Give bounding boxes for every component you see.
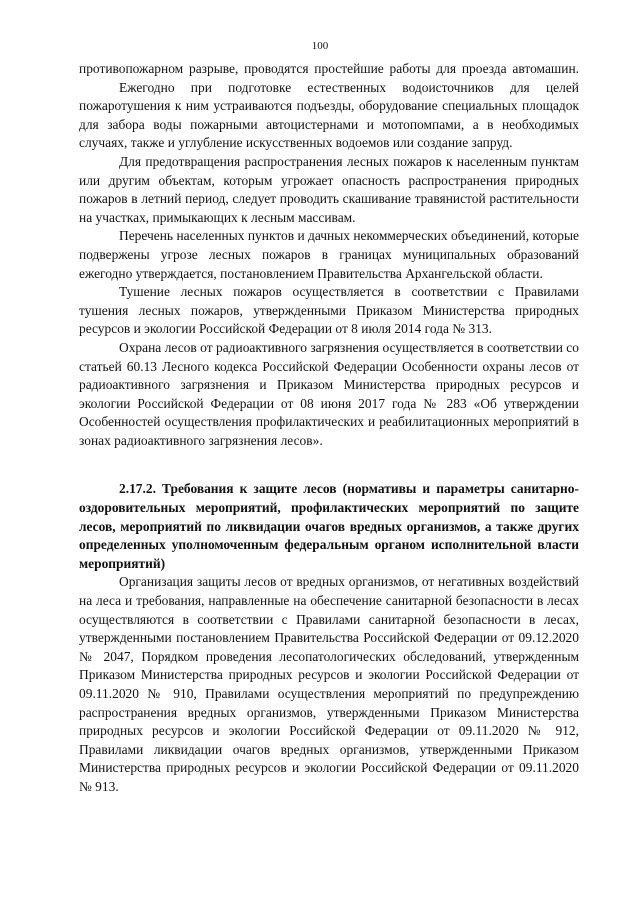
paragraph-water-sources: Ежегодно при подготовке естественных водоисточников для целей пожаротушения к ним устраиваются подъезды, оборудование специальных площадок для забора воды пожарными автоцистернами и мотопомпами, а в необходимых случаях, также и углубление искусственных водоемов или создание запруд. <box>79 79 579 151</box>
paragraph-radioactive-protection: Охрана лесов от радиоактивного загрязнения осуществляется в соответствии со статьей 60.13 Лесного кодекса Российской Федерации Особенности охраны лесов от радиоактивного загрязнения и Приказом Министерства природных ресурсов и экологии Российской Федерации от 08 июня 2017 года № 283 «Об утверждении Особенностей осуществления профилактических и реабилитационных мероприятий в зонах радиоактивного загрязнения лесов». <box>79 339 579 448</box>
paragraph-continuation: противопожарном разрыве, проводятся простейшие работы для проезда автомашин. <box>79 61 579 76</box>
paragraph-fire-prevention: Для предотвращения распространения лесных пожаров к населенным пунктам или другим объектам, которым угрожает опасность распространения природных пожаров в летний период, следует проводить скашивание травянистой растительности на участках, примыкающих к лесным массивам. <box>79 153 579 225</box>
page-number: 100 <box>311 40 329 52</box>
section-heading: 2.17.2. Требования к защите лесов (нормативы и параметры санитарно-оздоровительных мероприятий, профилактических мероприятий по защите лесов, мероприятий по ликвидации очагов вредных организмов, а также других определенных уполномоченным федеральным органом исполнительной власти мероприятий) <box>79 481 579 571</box>
document-body <box>79 60 579 797</box>
paragraph-settlement-list: Перечень населенных пунктов и дачных некоммерческих объединений, которые подвержены угрозе лесных пожаров в границах муниципальных образований ежегодно утверждается, постановлением Правительства Архангельской области. <box>79 228 579 281</box>
paragraph-firefighting-rules: Тушение лесных пожаров осуществляется в соответствии с Правилами тушения лесных пожаров, утвержденными Приказом Министерства природных ресурсов и экологии Российской Федерации от 8 июля 2014 года № 313. <box>79 284 579 337</box>
paragraph-forest-protection: Организация защиты лесов от вредных организмов, от негативных воздействий на леса и требования, направленные на обеспечение санитарной безопасности в лесах осуществляются в соответствии с Правилами санитарной безопасности в лесах, утвержденными постановлением Правительства Российской Федерации от 09.12.2020 № 2047, Порядком проведения лесопатологических обследований, утвержденным Приказом Министерства природных ресурсов и экологии Российской Федерации от 09.11.2020 № 910, Правилами осуществления мероприятий по предупреждению распространения вредных организмов, утвержденными Приказом Министерства природных ресурсов и экологии Российской Федерации от 09.11.2020 № 912, Правилами ликвидации очагов вредных организмов, утвержденными Приказом Министерства природных ресурсов и экологии Российской Федерации от 09.11.2020 № 913. <box>79 574 579 794</box>
